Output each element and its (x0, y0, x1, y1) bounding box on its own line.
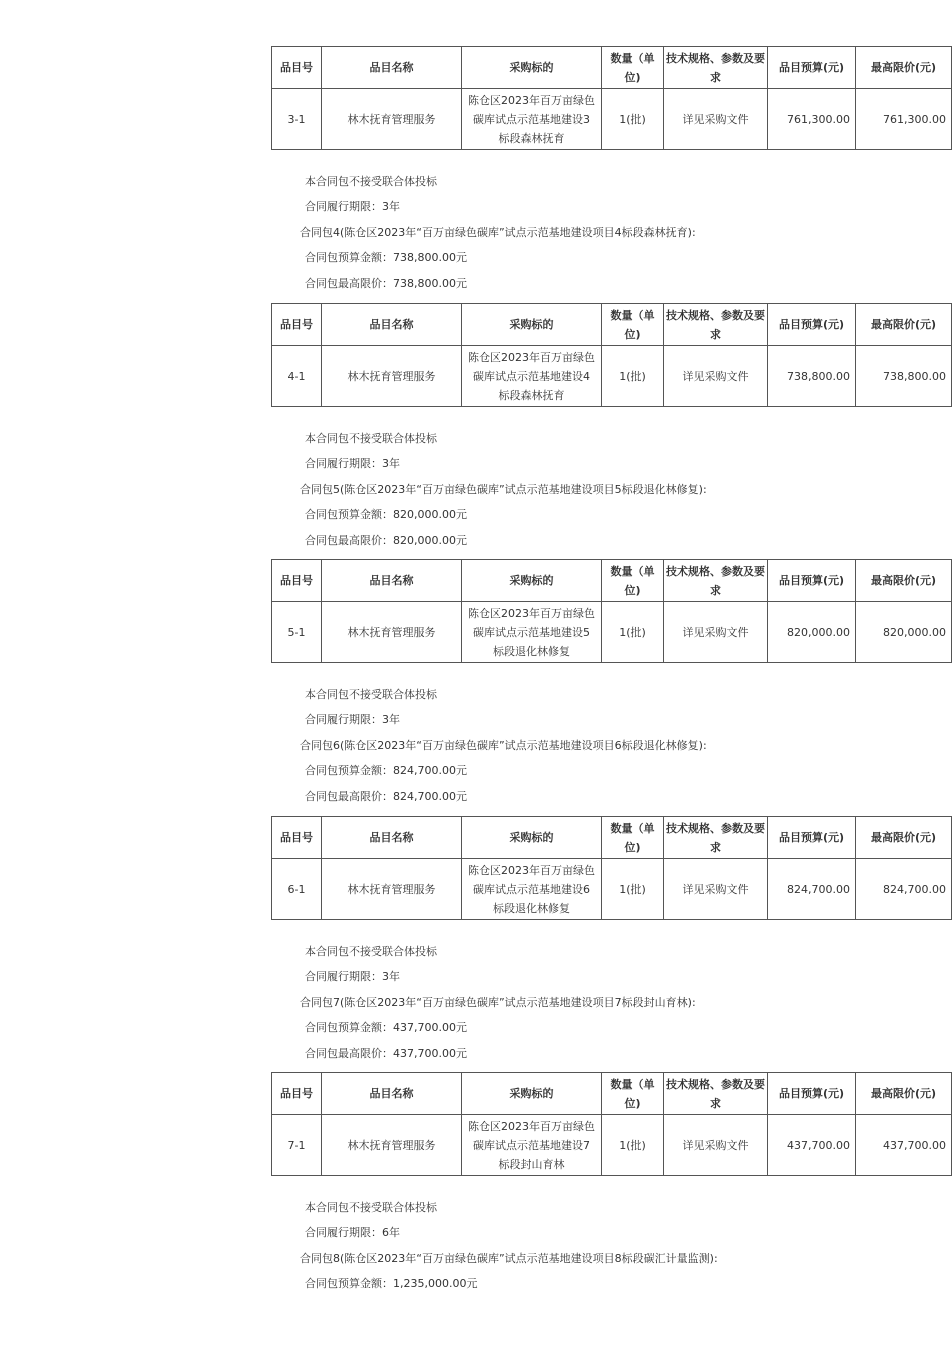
item-name-cell: 林木抚育管理服务 (322, 346, 462, 407)
quantity-cell: 1(批) (602, 1115, 664, 1176)
spec-cell: 详见采购文件 (664, 602, 768, 663)
item-table (271, 46, 952, 150)
item-table (271, 1072, 952, 1176)
package-title: 合同包6(陈仓区2023年“百万亩绿色碳库”试点示范基地建设项目6标段退化林修复): (300, 739, 707, 752)
item-table-container (271, 46, 946, 151)
spec-cell: 详见采购文件 (664, 859, 768, 920)
budget-cell: 437,700.00 (768, 1115, 856, 1176)
joint-bid-note: 本合同包不接受联合体投标 (305, 432, 437, 445)
item-table-container (271, 303, 946, 408)
budget-cell: 820,000.00 (768, 602, 856, 663)
package-title: 合同包8(陈仓区2023年“百万亩绿色碳库”试点示范基地建设项目8标段碳汇计量监测): (300, 1252, 718, 1265)
header-subject: 采购标的 (462, 817, 602, 859)
header-item-name: 品目名称 (322, 47, 462, 89)
package-title: 合同包5(陈仓区2023年“百万亩绿色碳库”试点示范基地建设项目5标段退化林修复): (300, 483, 707, 496)
package-price-limit: 合同包最高限价：820,000.00元 (305, 534, 467, 547)
table-header-row (272, 817, 952, 859)
table-header-row (272, 1073, 952, 1115)
package-budget: 合同包预算金额：820,000.00元 (305, 508, 467, 521)
header-item-name: 品目名称 (322, 817, 462, 859)
item-table-container (271, 1072, 946, 1177)
header-item-no: 品目号 (272, 47, 322, 89)
item-table-container (271, 816, 946, 921)
spec-cell: 详见采购文件 (664, 89, 768, 150)
quantity-cell: 1(批) (602, 346, 664, 407)
spec-cell: 详见采购文件 (664, 1115, 768, 1176)
subject-cell: 陈仓区2023年百万亩绿色碳库试点示范基地建设3标段森林抚育 (462, 89, 602, 150)
table-header-row (272, 47, 952, 89)
price-limit-cell: 820,000.00 (856, 602, 952, 663)
header-item-no: 品目号 (272, 817, 322, 859)
table-header-row (272, 560, 952, 602)
table-row (272, 346, 952, 407)
header-budget: 品目预算(元) (768, 304, 856, 346)
header-price-limit: 最高限价(元) (856, 304, 952, 346)
table-row (272, 602, 952, 663)
price-limit-cell: 761,300.00 (856, 89, 952, 150)
header-budget: 品目预算(元) (768, 817, 856, 859)
header-price-limit: 最高限价(元) (856, 47, 952, 89)
header-subject: 采购标的 (462, 304, 602, 346)
header-budget: 品目预算(元) (768, 560, 856, 602)
header-item-name: 品目名称 (322, 560, 462, 602)
package-price-limit: 合同包最高限价：738,800.00元 (305, 277, 467, 290)
budget-cell: 761,300.00 (768, 89, 856, 150)
item-name-cell: 林木抚育管理服务 (322, 602, 462, 663)
header-quantity: 数量（单位) (602, 304, 664, 346)
item-name-cell: 林木抚育管理服务 (322, 859, 462, 920)
table-row (272, 859, 952, 920)
item-table (271, 816, 952, 920)
subject-cell: 陈仓区2023年百万亩绿色碳库试点示范基地建设4标段森林抚育 (462, 346, 602, 407)
item-name-cell: 林木抚育管理服务 (322, 89, 462, 150)
quantity-cell: 1(批) (602, 859, 664, 920)
contract-term: 合同履行期限：3年 (305, 200, 400, 213)
contract-term: 合同履行期限：3年 (305, 457, 400, 470)
header-price-limit: 最高限价(元) (856, 1073, 952, 1115)
package-price-limit: 合同包最高限价：824,700.00元 (305, 790, 467, 803)
price-limit-cell: 824,700.00 (856, 859, 952, 920)
header-item-no: 品目号 (272, 560, 322, 602)
contract-term: 合同履行期限：3年 (305, 970, 400, 983)
header-quantity: 数量（单位) (602, 1073, 664, 1115)
contract-term: 合同履行期限：6年 (305, 1226, 400, 1239)
package-price-limit: 合同包最高限价：437,700.00元 (305, 1047, 467, 1060)
contract-term: 合同履行期限：3年 (305, 713, 400, 726)
package-title: 合同包7(陈仓区2023年“百万亩绿色碳库”试点示范基地建设项目7标段封山育林): (300, 996, 696, 1009)
header-budget: 品目预算(元) (768, 47, 856, 89)
header-price-limit: 最高限价(元) (856, 817, 952, 859)
subject-cell: 陈仓区2023年百万亩绿色碳库试点示范基地建设5标段退化林修复 (462, 602, 602, 663)
item-no-cell: 7-1 (272, 1115, 322, 1176)
header-price-limit: 最高限价(元) (856, 560, 952, 602)
package-budget: 合同包预算金额：437,700.00元 (305, 1021, 467, 1034)
price-limit-cell: 738,800.00 (856, 346, 952, 407)
header-item-name: 品目名称 (322, 1073, 462, 1115)
price-limit-cell: 437,700.00 (856, 1115, 952, 1176)
joint-bid-note: 本合同包不接受联合体投标 (305, 1201, 437, 1214)
budget-cell: 824,700.00 (768, 859, 856, 920)
header-subject: 采购标的 (462, 47, 602, 89)
table-row (272, 89, 952, 150)
header-item-no: 品目号 (272, 1073, 322, 1115)
quantity-cell: 1(批) (602, 89, 664, 150)
header-spec: 技术规格、参数及要求 (664, 560, 768, 602)
header-budget: 品目预算(元) (768, 1073, 856, 1115)
package-budget: 合同包预算金额：824,700.00元 (305, 764, 467, 777)
table-row (272, 1115, 952, 1176)
item-table (271, 303, 952, 407)
joint-bid-note: 本合同包不接受联合体投标 (305, 175, 437, 188)
package-title: 合同包4(陈仓区2023年“百万亩绿色碳库”试点示范基地建设项目4标段森林抚育): (300, 226, 696, 239)
item-no-cell: 5-1 (272, 602, 322, 663)
header-spec: 技术规格、参数及要求 (664, 1073, 768, 1115)
header-spec: 技术规格、参数及要求 (664, 817, 768, 859)
header-spec: 技术规格、参数及要求 (664, 47, 768, 89)
item-no-cell: 4-1 (272, 346, 322, 407)
joint-bid-note: 本合同包不接受联合体投标 (305, 688, 437, 701)
spec-cell: 详见采购文件 (664, 346, 768, 407)
subject-cell: 陈仓区2023年百万亩绿色碳库试点示范基地建设7标段封山育林 (462, 1115, 602, 1176)
package-budget: 合同包预算金额：1,235,000.00元 (305, 1277, 478, 1290)
budget-cell: 738,800.00 (768, 346, 856, 407)
item-table (271, 559, 952, 663)
table-header-row (272, 304, 952, 346)
header-subject: 采购标的 (462, 1073, 602, 1115)
header-quantity: 数量（单位) (602, 817, 664, 859)
item-name-cell: 林木抚育管理服务 (322, 1115, 462, 1176)
header-item-name: 品目名称 (322, 304, 462, 346)
header-item-no: 品目号 (272, 304, 322, 346)
item-table-container (271, 559, 946, 664)
item-no-cell: 6-1 (272, 859, 322, 920)
quantity-cell: 1(批) (602, 602, 664, 663)
header-quantity: 数量（单位) (602, 47, 664, 89)
item-no-cell: 3-1 (272, 89, 322, 150)
header-spec: 技术规格、参数及要求 (664, 304, 768, 346)
subject-cell: 陈仓区2023年百万亩绿色碳库试点示范基地建设6标段退化林修复 (462, 859, 602, 920)
joint-bid-note: 本合同包不接受联合体投标 (305, 945, 437, 958)
header-quantity: 数量（单位) (602, 560, 664, 602)
package-budget: 合同包预算金额：738,800.00元 (305, 251, 467, 264)
header-subject: 采购标的 (462, 560, 602, 602)
